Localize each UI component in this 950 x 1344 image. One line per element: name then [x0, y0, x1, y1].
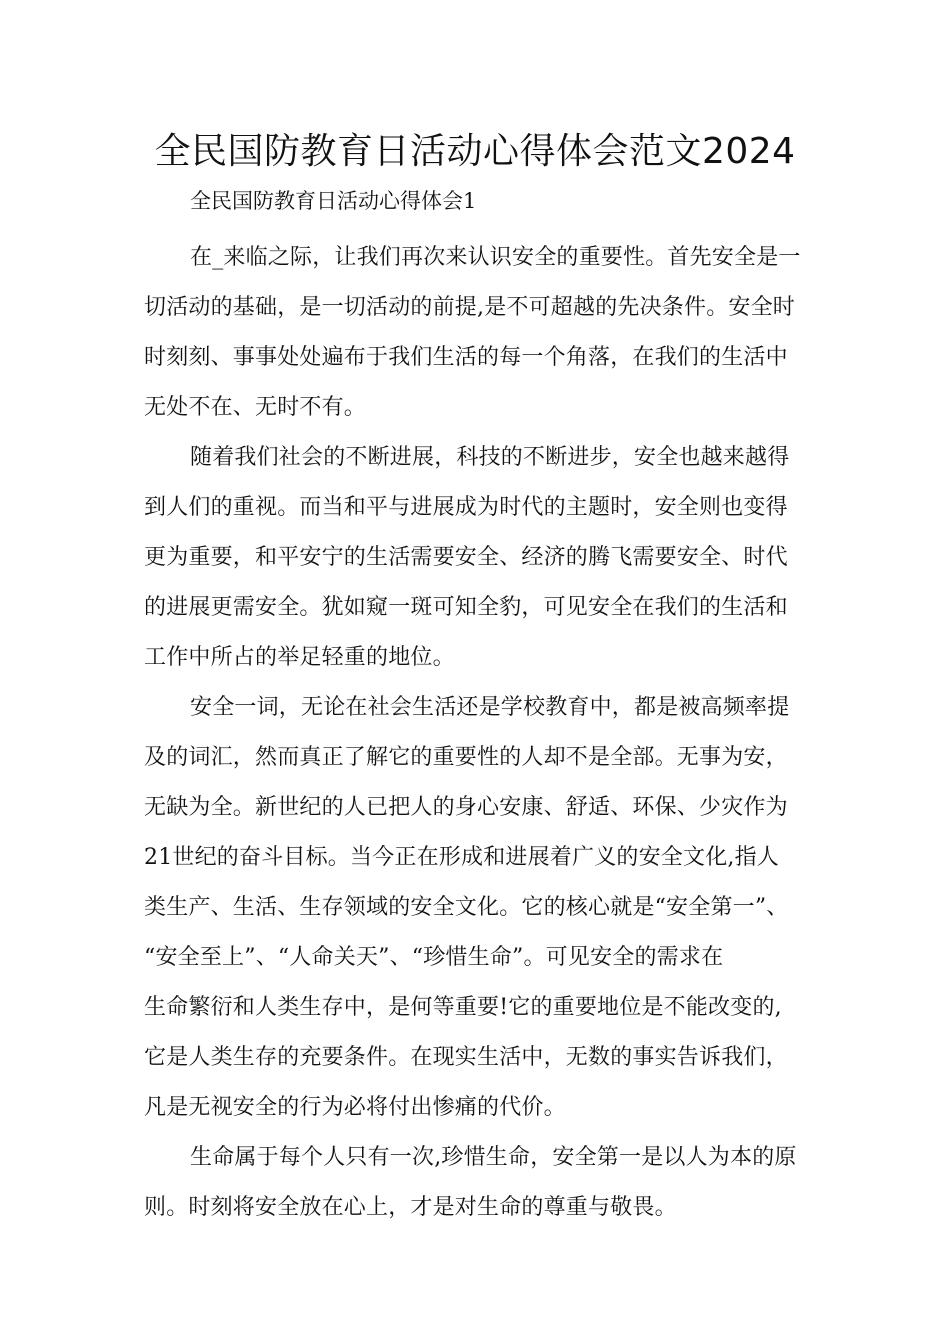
paragraph-line: 的进展更需安全。犹如窥一斑可知全豹，可见安全在我们的生活和 [144, 595, 788, 620]
paragraph-line: 在_来临之际，让我们再次来认识安全的重要性。首先安全是一 [190, 245, 801, 270]
paragraph-line: 无缺为全。新世纪的人已把人的身心安康、舒适、环保、少灾作为 [144, 795, 788, 820]
paragraph-line: 类生产、生活、生存领域的安全文化。它的核心就是“安全第一”、 [144, 895, 789, 920]
paragraph-line: 生命繁衍和人类生存中，是何等重要!它的重要地位是不能改变的, [144, 995, 782, 1020]
paragraph-line: 它是人类生存的充要条件。在现实生活中，无数的事实告诉我们， [144, 1045, 788, 1070]
document-subtitle: 全民国防教育日活动心得体会1 [190, 189, 477, 213]
paragraph-line: 随着我们社会的不断进展，科技的不断进步，安全也越来越得 [190, 445, 790, 470]
paragraph-line: 则。时刻将安全放在心上，才是对生命的尊重与敬畏。 [144, 1195, 677, 1220]
paragraph-2 [144, 433, 808, 683]
paragraph-line: “安全至上”、“人命关天”、“珍惜生命”。可见安全的需求在 [144, 945, 724, 970]
paragraph-4 [144, 1133, 808, 1233]
paragraph-line: 更为重要，和平安宁的生活需要安全、经济的腾飞需要安全、时代 [144, 545, 788, 570]
paragraph-line: 工作中所占的举足轻重的地位。 [144, 645, 455, 670]
paragraph-line: 生命属于每个人只有一次,珍惜生命，安全第一是以人为本的原 [190, 1145, 797, 1170]
paragraph-line: 切活动的基础，是一切活动的前提,是不可超越的先决条件。安全时 [144, 295, 795, 320]
document-title: 全民国防教育日活动心得体会范文2024 [154, 131, 796, 172]
paragraph-line: 21世纪的奋斗目标。当今正在形成和进展着广义的安全文化,指人 [144, 845, 779, 870]
paragraph-line: 及的词汇，然而真正了解它的重要性的人却不是全部。无事为安， [144, 745, 788, 770]
document-body [144, 233, 808, 1233]
paragraph-line: 安全一词，无论在社会生活还是学校教育中，都是被高频率提 [190, 695, 790, 720]
paragraph-line: 无处不在、无时不有。 [144, 395, 367, 420]
paragraph-3 [144, 683, 808, 1133]
paragraph-line: 时刻刻、事事处处遍布于我们生活的每一个角落，在我们的生活中 [144, 345, 788, 370]
paragraph-1 [144, 233, 808, 433]
paragraph-line: 到人们的重视。而当和平与进展成为时代的主题时，安全则也变得 [144, 495, 788, 520]
paragraph-line: 凡是无视安全的行为必将付出惨痛的代价。 [144, 1095, 566, 1120]
